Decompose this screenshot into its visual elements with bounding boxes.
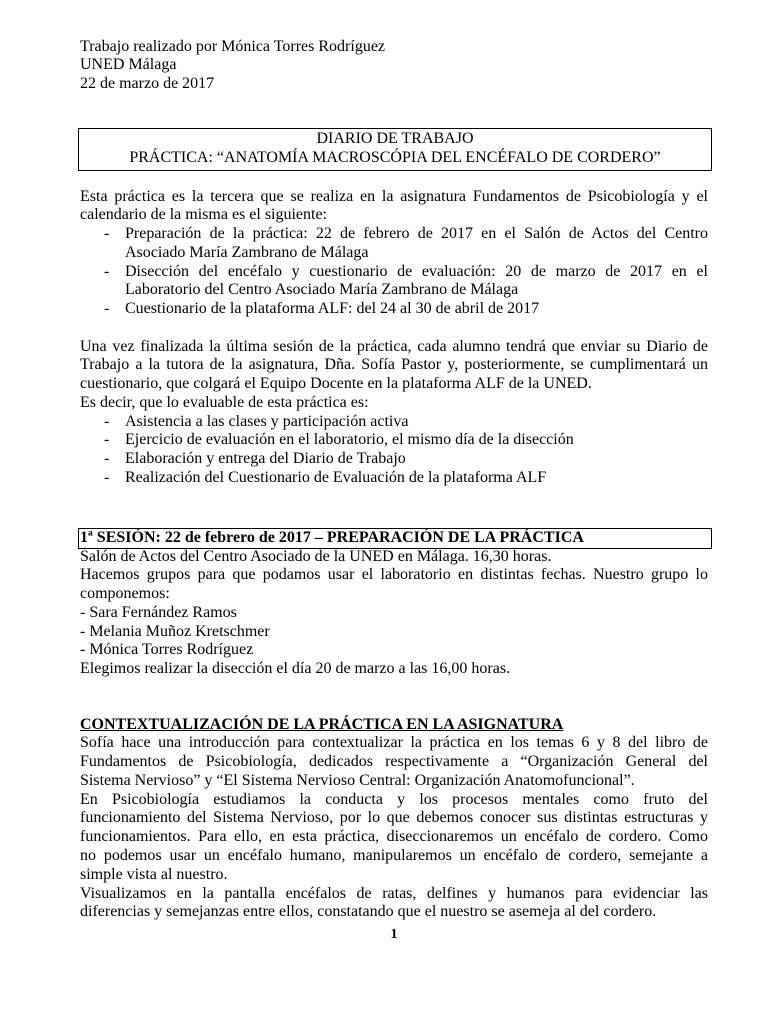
schedule-item-line: Laboratorio del Centro Asociado María Zambrano de Málaga xyxy=(125,281,519,299)
intro-paragraph-line: calendario de la misma es el siguiente: xyxy=(80,206,328,224)
evaluation-paragraph-line: Trabajo a la tutora de la asignatura, Dña. Sofía Pastor y, posteriormente, se cumplimentará un xyxy=(80,356,708,374)
schedule-item xyxy=(80,225,708,263)
bullet-marker: - xyxy=(104,262,110,280)
schedule-item-line: Disección del encéfalo y cuestionario de evaluación: 20 de marzo de 2017 en el xyxy=(125,262,708,280)
group-member-name: Sara Fernández Ramos xyxy=(89,603,237,621)
evaluation-item-text: Asistencia a las clases y participación activa xyxy=(125,412,409,430)
groups-paragraph-line: componemos: xyxy=(80,585,170,603)
schedule-item-line: Asociado María Zambrano de Málaga xyxy=(125,243,369,261)
context-paragraph-line: diferencias y semejanzas entre ellos, constatando que el nuestro se asemeja al del cordero. xyxy=(80,903,657,921)
context-paragraph-line: Fundamentos de Psicobiología, dedicados respectivamente a “Organización General del xyxy=(80,753,708,771)
context-paragraph-line: funcionamiento del Sistema Nervioso, por lo que debemos conocer sus distintas estructuras y xyxy=(80,809,708,827)
evaluation-paragraph-line: cuestionario, que colgará el Equipo Docente en la plataforma ALF de la UNED. xyxy=(80,375,592,393)
context-paragraph-line: Sistema Nervioso” y “El Sistema Nervioso Central: Organización Anatomofuncional”. xyxy=(80,771,635,789)
context-paragraph-line: simple vista al nuestro. xyxy=(80,865,228,883)
bullet-marker: - xyxy=(104,225,110,243)
group-member-name: Melania Muñoz Kretschmer xyxy=(89,622,270,640)
evaluation-section xyxy=(80,338,708,488)
bullet-marker: - xyxy=(104,431,110,449)
bullet-marker: - xyxy=(80,603,86,621)
bullet-marker: - xyxy=(104,300,110,318)
intro-paragraph-line: Esta práctica es la tercera que se realiza en la asignatura Fundamentos de Psicobiología y el xyxy=(80,187,708,205)
group-member xyxy=(80,604,708,623)
evaluation-paragraph-line: Una vez finalizada la última sesión de la práctica, cada alumno tendrá que enviar su Diario de xyxy=(80,337,708,355)
group-member xyxy=(80,623,708,642)
evaluation-item xyxy=(80,431,708,450)
bullet-marker: - xyxy=(104,412,110,430)
document-title: DIARIO DE TRABAJO xyxy=(316,130,474,147)
schedule-item-line: Preparación de la práctica: 22 de febrero de 2017 en el Salón de Actos del Centro xyxy=(125,225,708,243)
context-paragraph-line: Sofía hace una introducción para contextualizar la práctica en los temas 6 y 8 del libro de xyxy=(80,734,708,752)
session-location: Salón de Actos del Centro Asociado de la UNED en Málaga. 16,30 horas. xyxy=(80,547,552,565)
dissection-date-line: Elegimos realizar la disección el día 20 de marzo a las 16,00 horas. xyxy=(80,660,511,678)
evaluation-item xyxy=(80,469,708,488)
institution-line: UNED Málaga xyxy=(80,56,177,74)
author-line: Trabajo realizado por Mónica Torres Rodríguez xyxy=(80,37,386,55)
evaluation-item xyxy=(80,450,708,469)
evaluation-item-text: Ejercicio de evaluación en el laboratorio, el mismo día de la disección xyxy=(125,431,574,449)
schedule-item xyxy=(80,300,708,319)
bullet-marker: - xyxy=(104,450,110,468)
session-heading: 1ª SESIÓN: 22 de febrero de 2017 – PREPARACIÓN DE LA PRÁCTICA xyxy=(80,529,584,546)
bullet-marker: - xyxy=(80,641,86,659)
title-box xyxy=(78,128,712,171)
context-paragraph-line: no podemos usar un encéfalo humano, manipularemos un encéfalo de cordero, semejante a xyxy=(80,847,708,865)
page-number: 1 xyxy=(390,927,398,942)
groups-paragraph-line: Hacemos grupos para que podamos usar el laboratorio en distintas fechas. Nuestro grupo lo xyxy=(80,566,708,584)
context-paragraph-line: En Psicobiología estudiamos la conducta y los procesos mentales como fruto del xyxy=(80,790,708,808)
evaluation-item-text: Realización del Cuestionario de Evaluación de la plataforma ALF xyxy=(125,469,547,487)
session-heading-box xyxy=(78,528,712,549)
context-paragraph-line: funcionamientos. Para ello, en esta práctica, diseccionaremos un encéfalo de cordero. Como xyxy=(80,828,708,846)
group-member xyxy=(80,641,708,660)
bullet-marker: - xyxy=(80,622,86,640)
group-member-name: Mónica Torres Rodríguez xyxy=(89,641,254,659)
contextualization-section xyxy=(80,716,708,923)
practice-title: PRÁCTICA: “ANATOMÍA MACROSCÓPIA DEL ENCÉFALO DE CORDERO” xyxy=(129,148,661,166)
evaluation-item xyxy=(80,413,708,432)
section-heading: CONTEXTUALIZACIÓN DE LA PRÁCTICA EN LA ASIGNATURA xyxy=(80,715,564,733)
session-section xyxy=(80,548,708,680)
document-header xyxy=(80,38,708,94)
evaluation-item-text: Elaboración y entrega del Diario de Trabajo xyxy=(125,450,406,468)
evaluation-paragraph-line: Es decir, que lo evaluable de esta práctica es: xyxy=(80,393,369,411)
bullet-marker: - xyxy=(104,469,110,487)
schedule-item xyxy=(80,263,708,301)
context-paragraph-line: Visualizamos en la pantalla encéfalos de ratas, delfines y humanos para evidenciar las xyxy=(80,884,708,902)
schedule-item-line: Cuestionario de la plataforma ALF: del 24 al 30 de abril de 2017 xyxy=(125,300,540,318)
date-line: 22 de marzo de 2017 xyxy=(80,75,215,93)
intro-section xyxy=(80,188,708,320)
